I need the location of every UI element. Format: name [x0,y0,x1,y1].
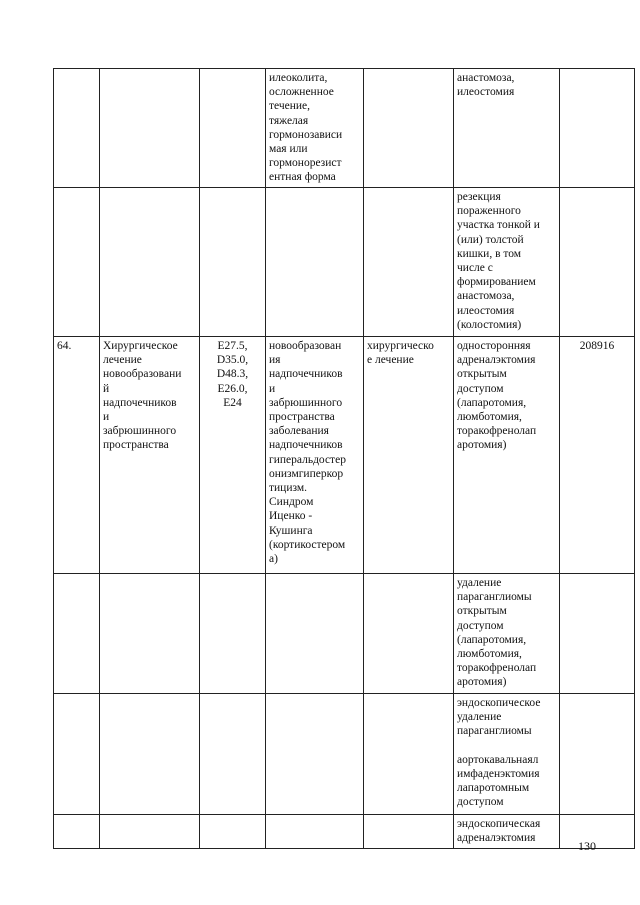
icd-codes [200,69,266,188]
page-number: 130 [578,839,596,853]
treatment-type: хирургическо е лечение [364,337,454,574]
patient-model: илеоколита, осложненное течение, тяжелая гормонозависи мая или гормонорезист ентная форма [266,69,364,188]
care-profile-name [100,694,200,815]
row-number: 64. [54,337,100,574]
row-number [54,694,100,815]
patient-model [266,694,364,815]
icd-codes [200,574,266,694]
treatment-method: эндоскопическая адреналэктомия [454,815,560,849]
row-number [54,188,100,337]
table-row [54,188,635,337]
patient-model [266,815,364,849]
table-row [54,694,635,815]
patient-model: новообразован ия надпочечников и забрюшинного пространства заболевания надпочечников гиперальдостер онизмгиперкор тицизм. Синдром Иценко - Кушинга (кортикостером а) [266,337,364,574]
icd-codes [200,694,266,815]
treatment-method: удаление параганглиомы открытым доступом (лапаротомия, люмботомия, торакофренолап аротомия) [454,574,560,694]
table-row [54,574,635,694]
table-row [54,815,635,849]
standard-price [560,694,635,815]
row-number [54,574,100,694]
treatment-type [364,188,454,337]
treatment-type [364,694,454,815]
medical-care-table [53,68,635,849]
row-number [54,815,100,849]
standard-price [560,815,635,849]
standard-price [560,574,635,694]
table-row [54,69,635,188]
treatment-type [364,815,454,849]
patient-model [266,574,364,694]
treatment-type [364,574,454,694]
treatment-type [364,69,454,188]
standard-price: 208916 [560,337,635,574]
treatment-method: анастомоза, илеостомия [454,69,560,188]
patient-model [266,188,364,337]
care-profile-name [100,69,200,188]
row-number [54,69,100,188]
treatment-method: резекция пораженного участка тонкой и (или) толстой кишки, в том числе с формированием анастомоза, илеостомия (колостомия) [454,188,560,337]
icd-codes [200,188,266,337]
treatment-method: эндоскопическое удаление параганглиомы аортокавальнаял имфаденэктомия лапаротомным доступом [454,694,560,815]
icd-codes [200,815,266,849]
care-profile-name [100,574,200,694]
care-profile-name [100,815,200,849]
care-profile-name: Хирургическое лечение новообразовани й надпочечников и забрюшинного пространства [100,337,200,574]
table-row [54,337,635,574]
care-profile-name [100,188,200,337]
standard-price [560,188,635,337]
treatment-method: односторонняя адреналэктомия открытым доступом (лапаротомия, люмботомия, торакофренолап аротомия) [454,337,560,574]
standard-price [560,69,635,188]
icd-codes: E27.5, D35.0, D48.3, E26.0, E24 [200,337,266,574]
